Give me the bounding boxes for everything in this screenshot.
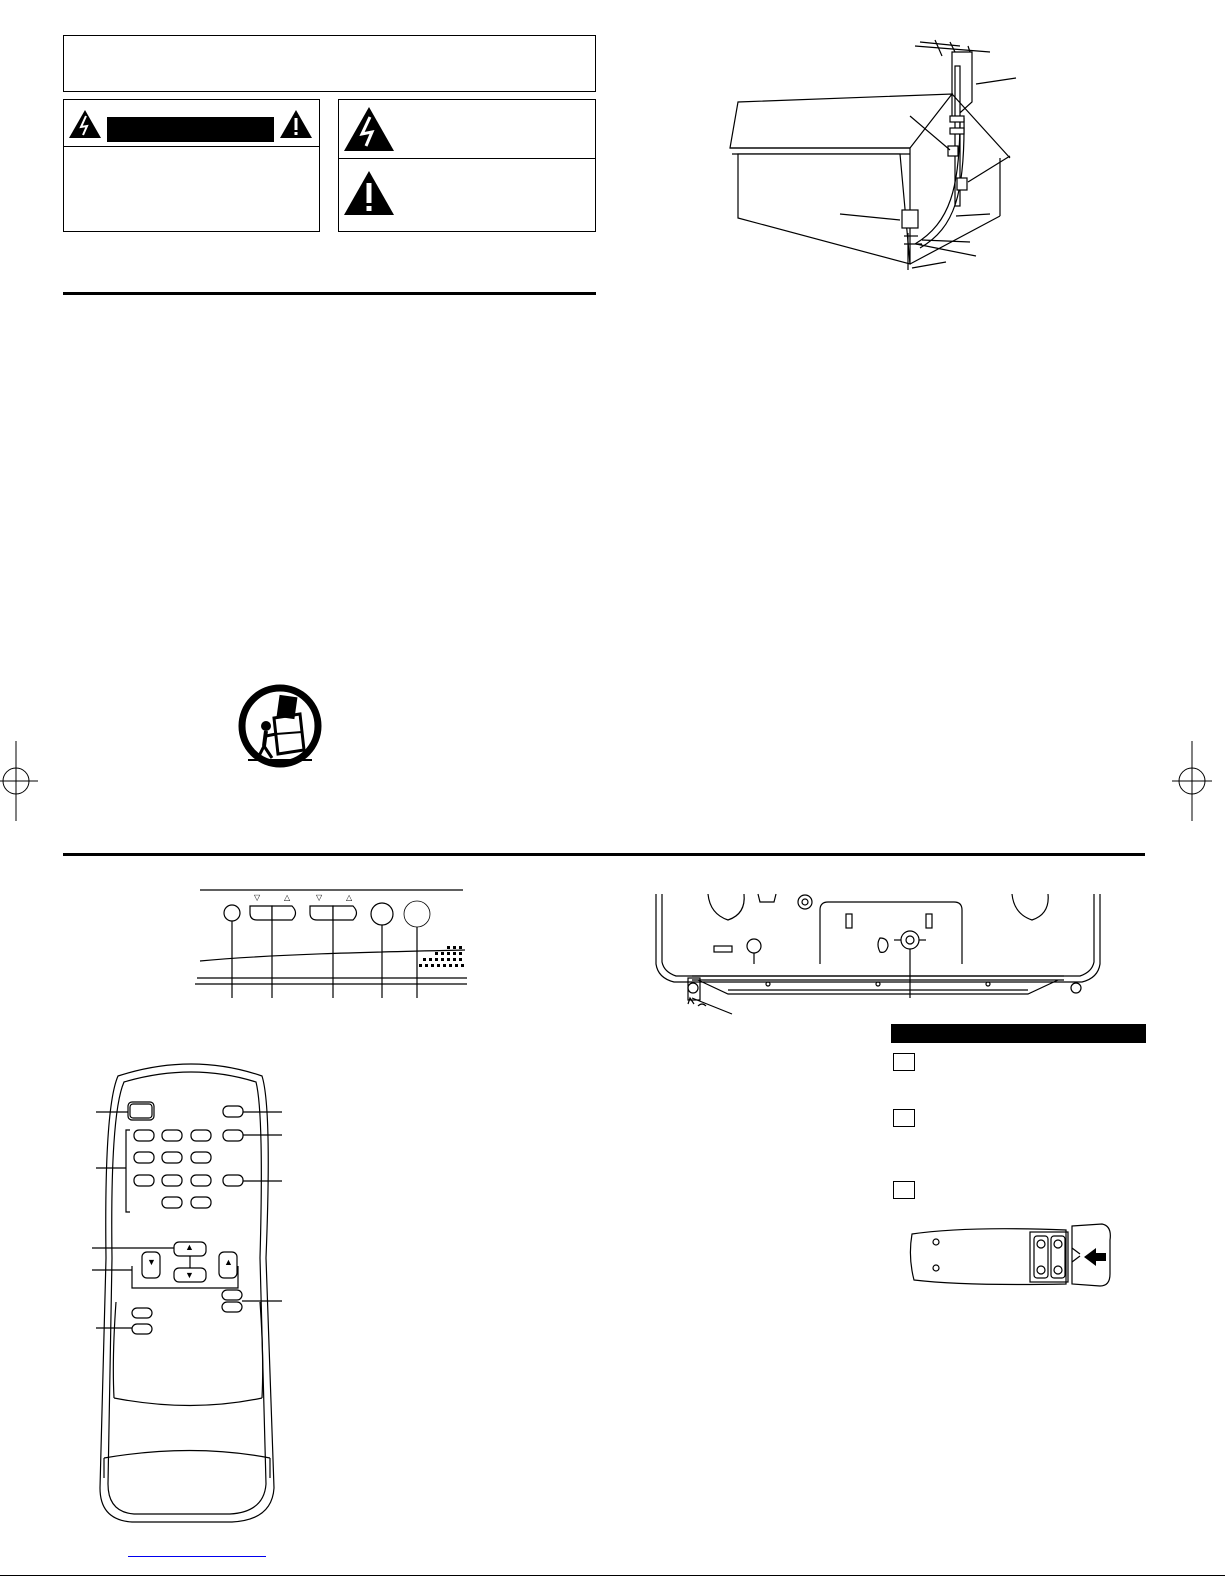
caution-box-divider bbox=[64, 146, 319, 147]
lightning-triangle-icon bbox=[68, 109, 102, 139]
channel-up-marker: △ bbox=[346, 893, 353, 902]
remote-left-down-arrow-icon: ▼ bbox=[147, 1257, 156, 1267]
exclamation-triangle-icon bbox=[343, 170, 395, 216]
caution-black-bar bbox=[107, 117, 274, 142]
exclamation-triangle-icon bbox=[279, 109, 313, 139]
registration-mark-icon bbox=[0, 741, 40, 821]
remote-down-arrow-icon: ▼ bbox=[185, 1270, 194, 1280]
battery-compartment-diagram bbox=[906, 1222, 1136, 1300]
channel-down-marker: ▽ bbox=[316, 893, 323, 902]
warning-header-box bbox=[63, 35, 596, 92]
step-2-box bbox=[893, 1109, 915, 1127]
battery-section-header-bar bbox=[891, 1024, 1146, 1043]
tv-front-panel-diagram bbox=[195, 886, 470, 998]
arrow-left-icon bbox=[1084, 1248, 1106, 1266]
symbol-box-divider bbox=[339, 158, 595, 159]
caution-box bbox=[63, 99, 320, 232]
remote-up-arrow-icon: ▲ bbox=[185, 1242, 194, 1252]
lightning-triangle-icon bbox=[343, 106, 395, 152]
step-3-box bbox=[893, 1181, 915, 1199]
bottom-link-underline bbox=[128, 1556, 266, 1557]
remote-right-up-arrow-icon: ▲ bbox=[224, 1257, 233, 1267]
registration-mark-icon bbox=[1172, 741, 1212, 821]
section-rule-top bbox=[63, 292, 596, 295]
tv-rear-panel-diagram bbox=[648, 894, 1108, 1016]
symbol-explanation-box bbox=[338, 99, 596, 232]
cart-tip-over-warning-icon bbox=[238, 684, 322, 768]
antenna-grounding-diagram bbox=[720, 38, 1040, 278]
step-1-box bbox=[893, 1053, 915, 1071]
volume-up-marker: △ bbox=[284, 893, 291, 902]
volume-down-marker: ▽ bbox=[254, 893, 261, 902]
section-rule-middle bbox=[63, 853, 1145, 856]
bottom-rule bbox=[0, 1575, 1225, 1576]
remote-control-diagram bbox=[92, 1058, 302, 1528]
